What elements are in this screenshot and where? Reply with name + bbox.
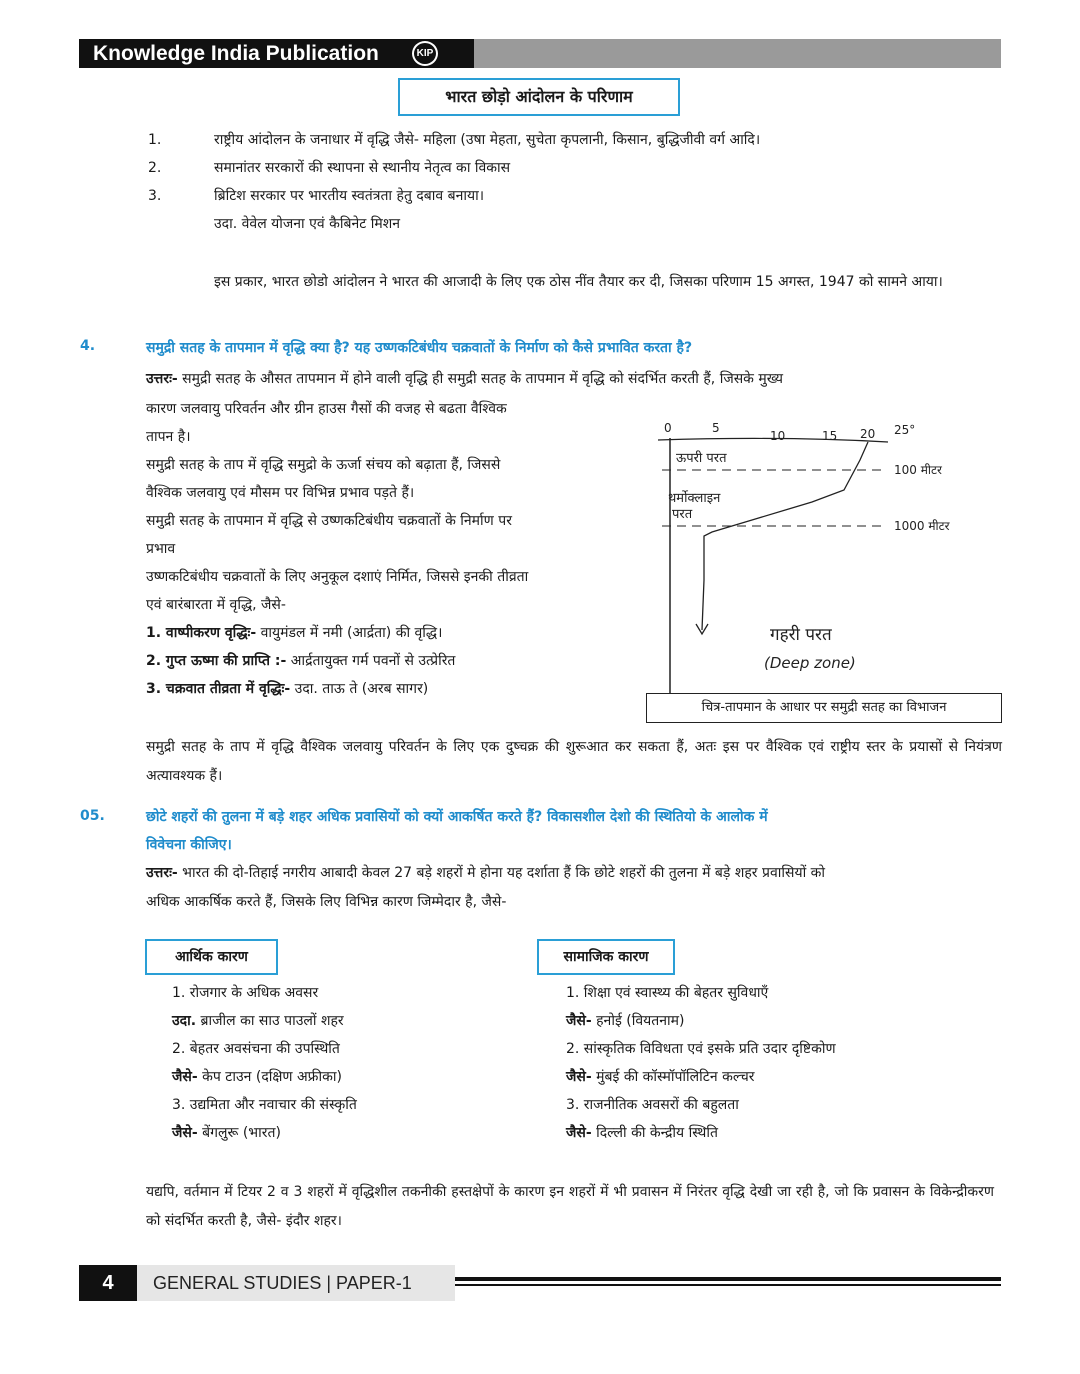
point-text: वायुमंडल में नमी (आर्द्रता) की वृद्धि। <box>260 625 443 641</box>
question-number: 05. <box>80 808 105 824</box>
list-item: ब्रिटिश सरकार पर भारतीय स्वतंत्रता हेतु दबाव बनाया। <box>214 188 485 204</box>
answer-text: समुद्री सतह के औसत तापमान में होने वाली वृद्धि ही समुद्री सतह के तापमान में वृद्धि को संदर्भित करती हैं, जिसके मुख्य <box>182 371 784 387</box>
section-conclusion: इस प्रकार, भारत छोडो आंदोलन ने भारत की आजादी के लिए एक ठोस नींव तैयार कर दी, जिसका परिणाम 15 अगस्त, 1947 को सामने आया। <box>214 274 943 290</box>
layer-label: थर्मोक्लाइन <box>668 491 721 506</box>
point-item <box>146 620 442 646</box>
point-label: 2. गुप्त ऊष्मा की प्राप्ति :- <box>146 653 287 669</box>
list-number: 1. <box>148 132 162 148</box>
cause-item: 3. राजनीतिक अवसरों की बहुलता <box>566 1097 739 1113</box>
list-item: राष्ट्रीय आंदोलन के जनाधार में वृद्धि जैसे- महिला (उषा मेहता, सुचेता कृपलानी, किसान, बुद्धिजीवी वर्ग आदि। <box>214 132 761 148</box>
section-title: भारत छोड़ो आंदोलन के परिणाम <box>398 78 680 116</box>
cause-item: 2. सांस्कृतिक विविधता एवं इसके प्रति उदार दृष्टिकोण <box>566 1041 836 1057</box>
answer-line: समुद्री सतह के ताप में वृद्धि समुद्रो के ऊर्जा संचय को बढ़ाता हैं, जिससे <box>146 457 501 473</box>
answer-line: समुद्री सतह के तापमान में वृद्धि से उष्णकटिबंधीय चक्रवातों के निर्माण पर <box>146 513 512 529</box>
temp-tick: 5 <box>712 421 720 435</box>
answer-line: अधिक आकर्षिक करते हैं, जिसके लिए विभिन्न कारण जिम्मेदार है, जैसे- <box>146 894 507 910</box>
list-number: 2. <box>148 160 162 176</box>
example-text: केप टाउन (दक्षिण अफ्रीका) <box>202 1069 342 1085</box>
footer-label: GENERAL STUDIES | PAPER-1 <box>137 1265 455 1301</box>
example-text: ब्राजील का साउ पाउलों शहर <box>200 1013 344 1029</box>
cause-example <box>566 1008 684 1034</box>
answer-line: वैश्विक जलवायु एवं मौसम पर विभिन्न प्रभाव पड़ते हैं। <box>146 485 415 501</box>
publisher-title: Knowledge India Publication <box>79 39 474 68</box>
point-label: 3. चक्रवात तीव्रता में वृद्धिः- <box>146 681 291 697</box>
cause-example <box>172 1008 344 1034</box>
cause-example <box>172 1064 342 1090</box>
figure-caption: चित्र-तापमान के आधार पर समुद्री सतह का विभाजन <box>646 693 1002 723</box>
layer-label: (Deep zone) <box>764 654 856 672</box>
cause-item: 3. उद्यमिता और नवाचार की संस्कृति <box>172 1097 357 1113</box>
example-label: जैसे- <box>566 1013 592 1029</box>
footer-rule <box>455 1277 1001 1281</box>
ocean-layers-diagram <box>632 410 1002 720</box>
layer-label: परत <box>672 507 693 522</box>
cause-example <box>566 1064 754 1090</box>
cause-item: 1. शिक्षा एवं स्वास्थ्य की बेहतर सुविधाएँ <box>566 985 769 1001</box>
answer-label: उत्तरः- <box>146 371 178 387</box>
layer-label: ऊपरी परत <box>676 451 727 466</box>
layer-label: गहरी परत <box>770 625 832 645</box>
temp-tick: 10 <box>770 429 786 443</box>
temp-tick: 20 <box>860 427 876 441</box>
social-causes-title: सामाजिक कारण <box>537 939 675 975</box>
question-text: समुद्री सतह के तापमान में वृद्धि क्या है? यह उष्णकटिबंधीय चक्रवातों के निर्माण को कैसे प्रभावित करता है? <box>146 340 693 356</box>
footer-rule <box>455 1284 1001 1286</box>
example-text: बेंगलुरू (भारत) <box>202 1125 281 1141</box>
question-number: 4. <box>80 338 96 354</box>
point-item <box>146 648 455 674</box>
answer-conclusion: समुद्री सतह के ताप में वृद्धि वैश्विक जलवायु परिवर्तन के लिए एक दुष्चक्र की शुरूआत कर सकता हैं, अतः इस पर वैश्विक एवं राष्ट्रीय स्तर के प्रयासों से नियंत्रण अत्यावश्यक हैं। <box>146 739 1002 784</box>
temp-tick: 0 <box>664 421 672 435</box>
answer-conclusion: यद्यपि, वर्तमान में टियर 2 व 3 शहरों में वृद्धिशील तकनीकी हस्तक्षेपों के कारण इन शहरों में भी प्रवासन में निरंतर वृद्धि देखी जा रही है, जो कि प्रवासन के विकेन्द्रीकरण को संदर्भित करती है, जैसे- इंदौर शहर। <box>146 1184 994 1229</box>
answer-line <box>146 366 783 392</box>
temp-tick: 15 <box>822 429 838 443</box>
depth-label: 100 मीटर <box>894 463 942 477</box>
example-label: जैसे- <box>566 1069 592 1085</box>
temp-tick: 25° <box>894 423 916 437</box>
list-number: 3. <box>148 188 162 204</box>
depth-label: 1000 मीटर <box>894 519 950 533</box>
point-item <box>146 676 428 702</box>
question-text: छोटे शहरों की तुलना में बड़े शहर अधिक प्रवासियों को क्यों आकर्षित करते हैं? विकासशील देशो की स्थितियो के आलोक में <box>146 809 768 825</box>
example-text: हनोई (वियतनाम) <box>596 1013 685 1029</box>
question-text: विवेचना कीजिए। <box>146 837 232 853</box>
example-text: उदा. वेवेल योजना एवं कैबिनेट मिशन <box>214 216 401 232</box>
cause-item: 2. बेहतर अवसंचना की उपस्थिति <box>172 1041 340 1057</box>
answer-text: भारत की दो-तिहाई नगरीय आबादी केवल 27 बड़े शहरों मे होना यह दर्शाता हैं कि छोटे शहरों की तुलना में बड़े शहर प्रवासियों को <box>182 865 826 881</box>
answer-line: प्रभाव <box>146 541 176 557</box>
answer-label: उत्तरः- <box>146 865 178 881</box>
cause-item: 1. रोजगार के अधिक अवसर <box>172 985 319 1001</box>
list-item: समानांतर सरकारों की स्थापना से स्थानीय नेतृत्व का विकास <box>214 160 511 176</box>
point-text: आर्द्रतायुक्त गर्म पवनों से उत्प्रेरित <box>290 653 456 669</box>
example-text: मुंबई की कॉस्मॉपॉलिटिन कल्चर <box>596 1069 755 1085</box>
answer-line: तापन है। <box>146 429 191 445</box>
example-label: जैसे- <box>566 1125 592 1141</box>
answer-line: उष्णकटिबंधीय चक्रवातों के लिए अनुकूल दशाएं निर्मित, जिससे इनकी तीव्रता <box>146 569 529 585</box>
example-label: जैसे- <box>172 1069 198 1085</box>
answer-line: कारण जलवायु परिवर्तन और ग्रीन हाउस गैसों की वजह से बढता वैश्विक <box>146 401 507 417</box>
publisher-logo: KIP <box>412 41 438 66</box>
point-text: उदा. ताऊ ते (अरब सागर) <box>294 681 429 697</box>
page-number: 4 <box>79 1265 137 1301</box>
example-label: उदा. <box>172 1013 197 1029</box>
cause-example <box>566 1120 718 1146</box>
example-text: दिल्ली की केन्द्रीय स्थिति <box>596 1125 718 1141</box>
answer-line: एवं बारंबारता में वृद्धि, जैसे- <box>146 597 286 613</box>
answer-line <box>146 860 825 886</box>
example-label: जैसे- <box>172 1125 198 1141</box>
cause-example <box>172 1120 281 1146</box>
economic-causes-title: आर्थिक कारण <box>145 939 278 975</box>
point-label: 1. वाष्पीकरण वृद्धिः- <box>146 625 257 641</box>
